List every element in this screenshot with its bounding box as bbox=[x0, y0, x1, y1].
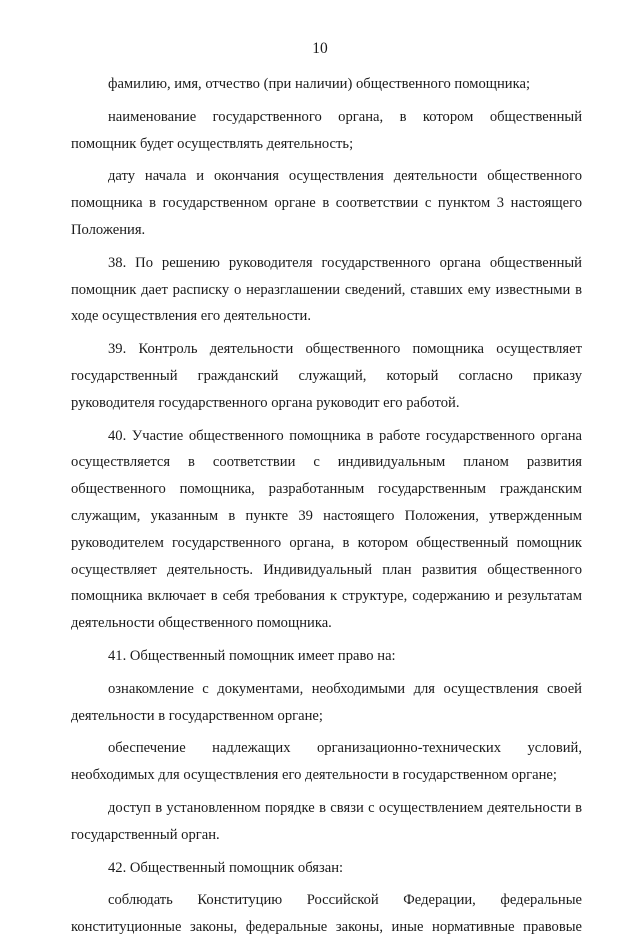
paragraph-42: 42. Общественный помощник обязан: bbox=[108, 859, 344, 876]
paragraph-organ-name: наименование государственного органа, в котором общественный помощник будет осуществлять деятельность; bbox=[71, 108, 582, 152]
paragraph-39: 39. Контроль деятельности общественного помощника осуществляет государственный гражданский служащий, который согласно приказу руководителя государственного органа руководит его работой. bbox=[71, 341, 582, 411]
paragraph-right-documents: ознакомление с документами, необходимыми для осуществления своей деятельности в государственном органе; bbox=[71, 680, 582, 724]
document-body bbox=[71, 71, 582, 947]
page-number: 10 bbox=[312, 40, 328, 57]
paragraph-40: 40. Участие общественного помощника в работе государственного органа осуществляется в соответствии с индивидуальным планом развития общественного помощника, разработанным государственным гражданским служащим, указанным в пункте 39 настоящего Положения, утвержденным руководителем государственного органа, в котором общественный помощник осуществляет деятельность. Индивидуальный план развития общественного помощника включает в себя требования к структуре, содержанию и результатам деятельности общественного помощника. bbox=[71, 427, 582, 632]
paragraph-38: 38. По решению руководителя государственного органа общественный помощник дает расписку о неразглашении сведений, ставших ему известными в ходе осуществления его деятельности. bbox=[71, 254, 582, 325]
paragraph-right-access: доступ в установленном порядке в связи с осуществлением деятельности в государственный орган. bbox=[71, 799, 582, 843]
paragraph-dates: дату начала и окончания осуществления деятельности общественного помощника в государственном органе в соответствии с пунктом 3 настоящего Положения. bbox=[71, 168, 582, 238]
paragraph-duty-constitution: соблюдать Конституцию Российской Федерации, федеральные конституционные законы, федеральные законы, иные нормативные правовые bbox=[71, 892, 582, 936]
paragraph-41: 41. Общественный помощник имеет право на: bbox=[108, 647, 396, 664]
paragraph-right-conditions: обеспечение надлежащих организационно-технических условий, необходимых для осуществления его деятельности в государственном органе; bbox=[71, 740, 582, 784]
paragraph-fio: фамилию, имя, отчество (при наличии) общественного помощника; bbox=[108, 76, 531, 92]
